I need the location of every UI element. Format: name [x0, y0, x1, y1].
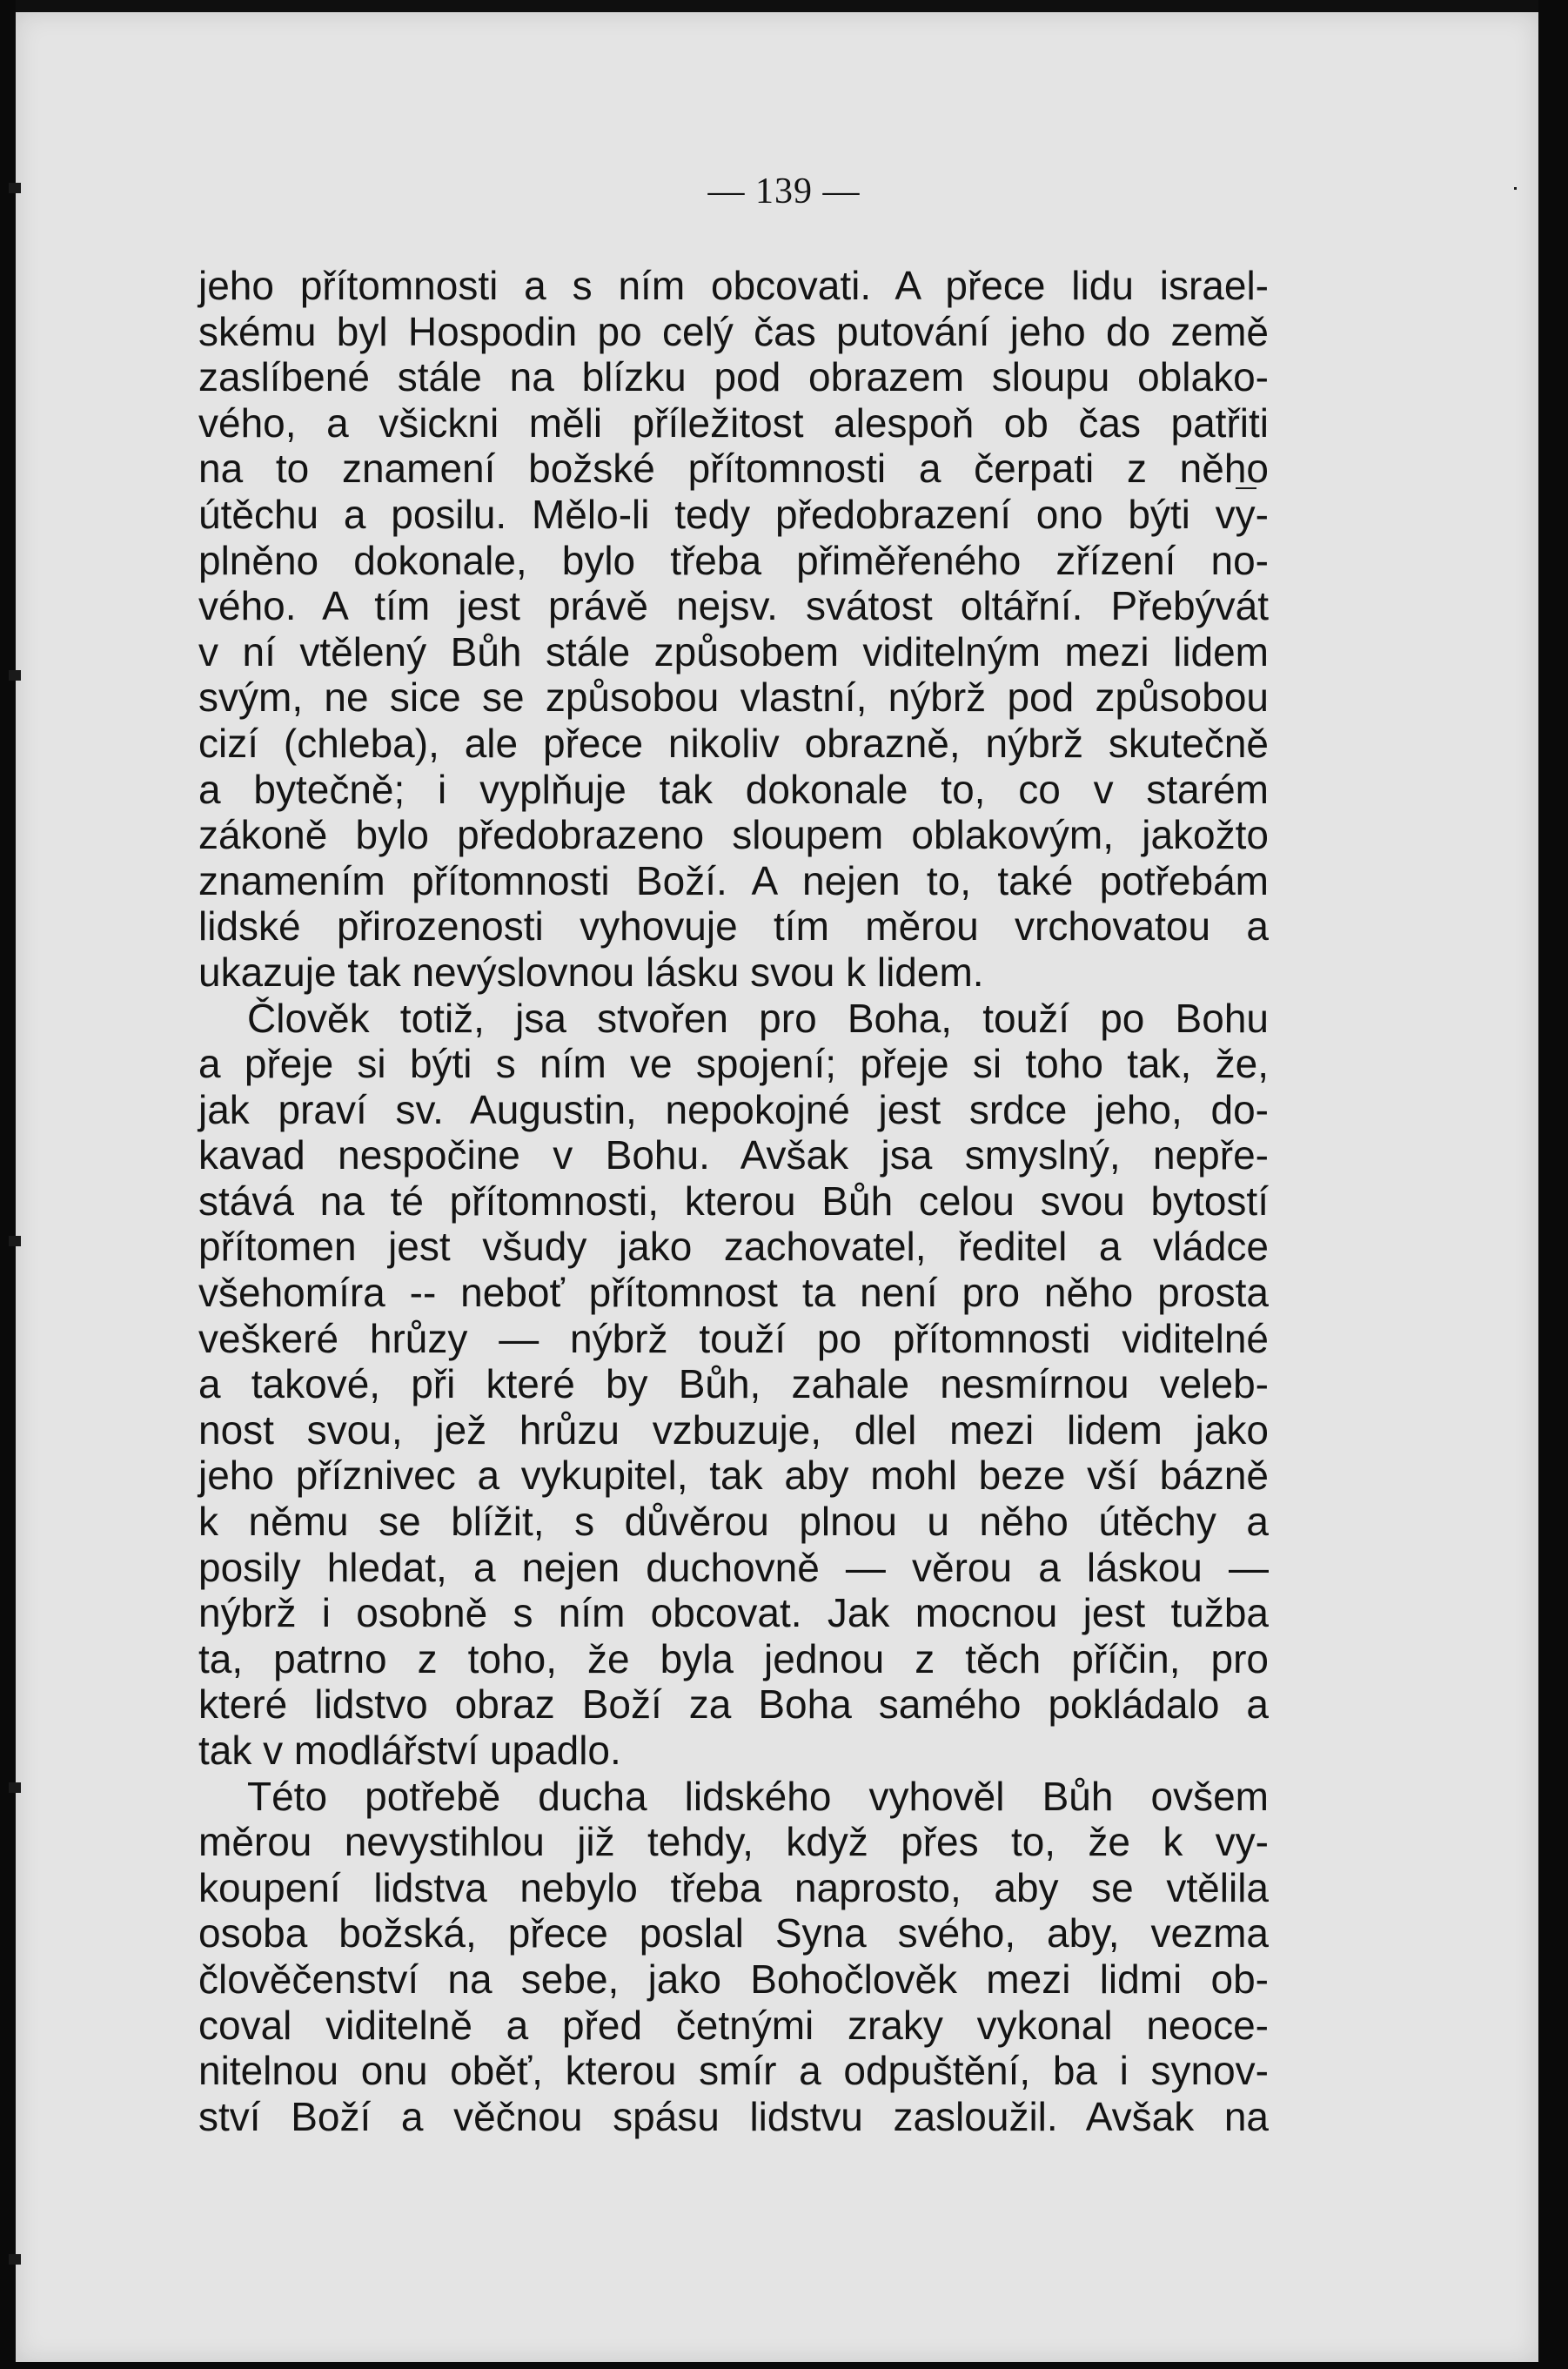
text-line: coval viditelně a před četnými zraky vykonal neoce- [198, 2002, 1269, 2048]
page-number: — 139 — [707, 171, 861, 211]
text-line: zákoně bylo předobrazeno sloupem oblakovým, jakožto [198, 812, 1269, 858]
scan-left-border [0, 0, 16, 2369]
text-line: a bytečně; i vyplňuje tak dokonale to, co v starém [198, 766, 1269, 812]
text-line: znamením přítomnosti Boží. A nejen to, také potřebám [198, 857, 1269, 903]
binding-mark [9, 670, 21, 681]
text-line: člověčenství na sebe, jako Bohočlověk mezi lidmi ob- [198, 1956, 1269, 2002]
text-line: koupení lidstva nebylo třeba naprosto, aby se vtělila [198, 1864, 1269, 1910]
text-line: Člověk totiž, jsa stvořen pro Boha, touží po Bohu [247, 995, 1269, 1041]
text-line: lidské přirozenosti vyhovuje tím měrou vrchovatou a [198, 903, 1269, 950]
text-line: vého. A tím jest právě nejsv. svátost oltářní. Přebývát [198, 583, 1269, 629]
text-line: měrou nevystihlou již tehdy, když přes to, že k vy- [198, 1819, 1269, 1865]
text-line: posily hledat, a nejen duchovně — věrou a láskou — [198, 1544, 1269, 1590]
text-line: přítomen jest všudy jako zachovatel, ředitel a vládce [198, 1224, 1269, 1270]
text-line: veškeré hrůzy — nýbrž touží po přítomnosti viditelné [198, 1315, 1269, 1361]
binding-mark [9, 1236, 21, 1246]
body-text [198, 263, 1269, 2139]
text-line: k němu se blížit, s důvěrou plnou u něho útěchy a [198, 1499, 1269, 1545]
text-line: plněno dokonale, bylo třeba přiměřeného zřízení no- [198, 537, 1269, 583]
scan-bottom-border [0, 2362, 1568, 2369]
text-line: tak v modlářství upadlo. [198, 1728, 621, 1773]
text-line: útěchu a posilu. Mělo-li tedy předobrazení ono býti vy- [198, 491, 1269, 537]
text-line: osoba božská, přece poslal Syna svého, aby, vezma [198, 1910, 1269, 1956]
scan-right-border [1538, 0, 1568, 2369]
binding-mark [9, 1782, 21, 1793]
text-line: kavad nespočine v Bohu. Avšak jsa smyslný, nepře- [198, 1132, 1269, 1178]
binding-mark [9, 2254, 21, 2265]
text-line: ta, patrno z toho, že byla jednou z těch příčin, pro [198, 1635, 1269, 1681]
text-line: které lidstvo obraz Boží za Boha samého pokládalo a [198, 1681, 1269, 1728]
text-line: nýbrž i osobně s ním obcovat. Jak mocnou jest tužba [198, 1590, 1269, 1636]
text-line: a takové, při které by Bůh, zahale nesmírnou veleb- [198, 1361, 1269, 1407]
text-line: všehomíra -- neboť přítomnost ta není pro něho prosta [198, 1270, 1269, 1316]
text-line: ukazuje tak nevýslovnou lásku svou k lidem. [198, 949, 984, 995]
text-line: nost svou, jež hrůzu vzbuzuje, dlel mezi lidem jako [198, 1406, 1269, 1453]
text-line: jeho přítomnosti a s ním obcovati. A přece lidu israel- [198, 263, 1269, 308]
text-line: jeho příznivec a vykupitel, tak aby mohl beze vší bázně [198, 1453, 1269, 1499]
text-line: v ní vtělený Bůh stále způsobem viditelným mezi lidem [198, 628, 1269, 674]
text-line: na to znamení božské přítomnosti a čerpati z něho [198, 446, 1269, 492]
text-line: cizí (chleba), ale přece nikoliv obrazně, nýbrž skutečně [198, 720, 1269, 766]
text-line: vého, a všickni měli příležitost alespoň ob čas patřiti [198, 399, 1269, 446]
text-line: zaslíbené stále na blízku pod obrazem sloupu oblako- [198, 354, 1269, 400]
text-line: a přeje si býti s ním ve spojení; přeje si toho tak, že, [198, 1041, 1269, 1087]
text-line: nitelnou onu oběť, kterou smír a odpuštění, ba i synov- [198, 2048, 1269, 2094]
text-line: stává na té přítomnosti, kterou Bůh celou svou bytostí [198, 1178, 1269, 1224]
text-line: skému byl Hospodin po celý čas putování jeho do země [198, 308, 1269, 354]
text-line: Této potřebě ducha lidského vyhověl Bůh ovšem [247, 1773, 1269, 1819]
text-line: svým, ne sice se způsobou vlastní, nýbrž pod způsobou [198, 674, 1269, 721]
text-line: ství Boží a věčnou spásu lidstvu zasloužil. Avšak na [198, 2093, 1269, 2139]
text-line: jak praví sv. Augustin, nepokojné jest srdce jeho, do- [198, 1086, 1269, 1132]
